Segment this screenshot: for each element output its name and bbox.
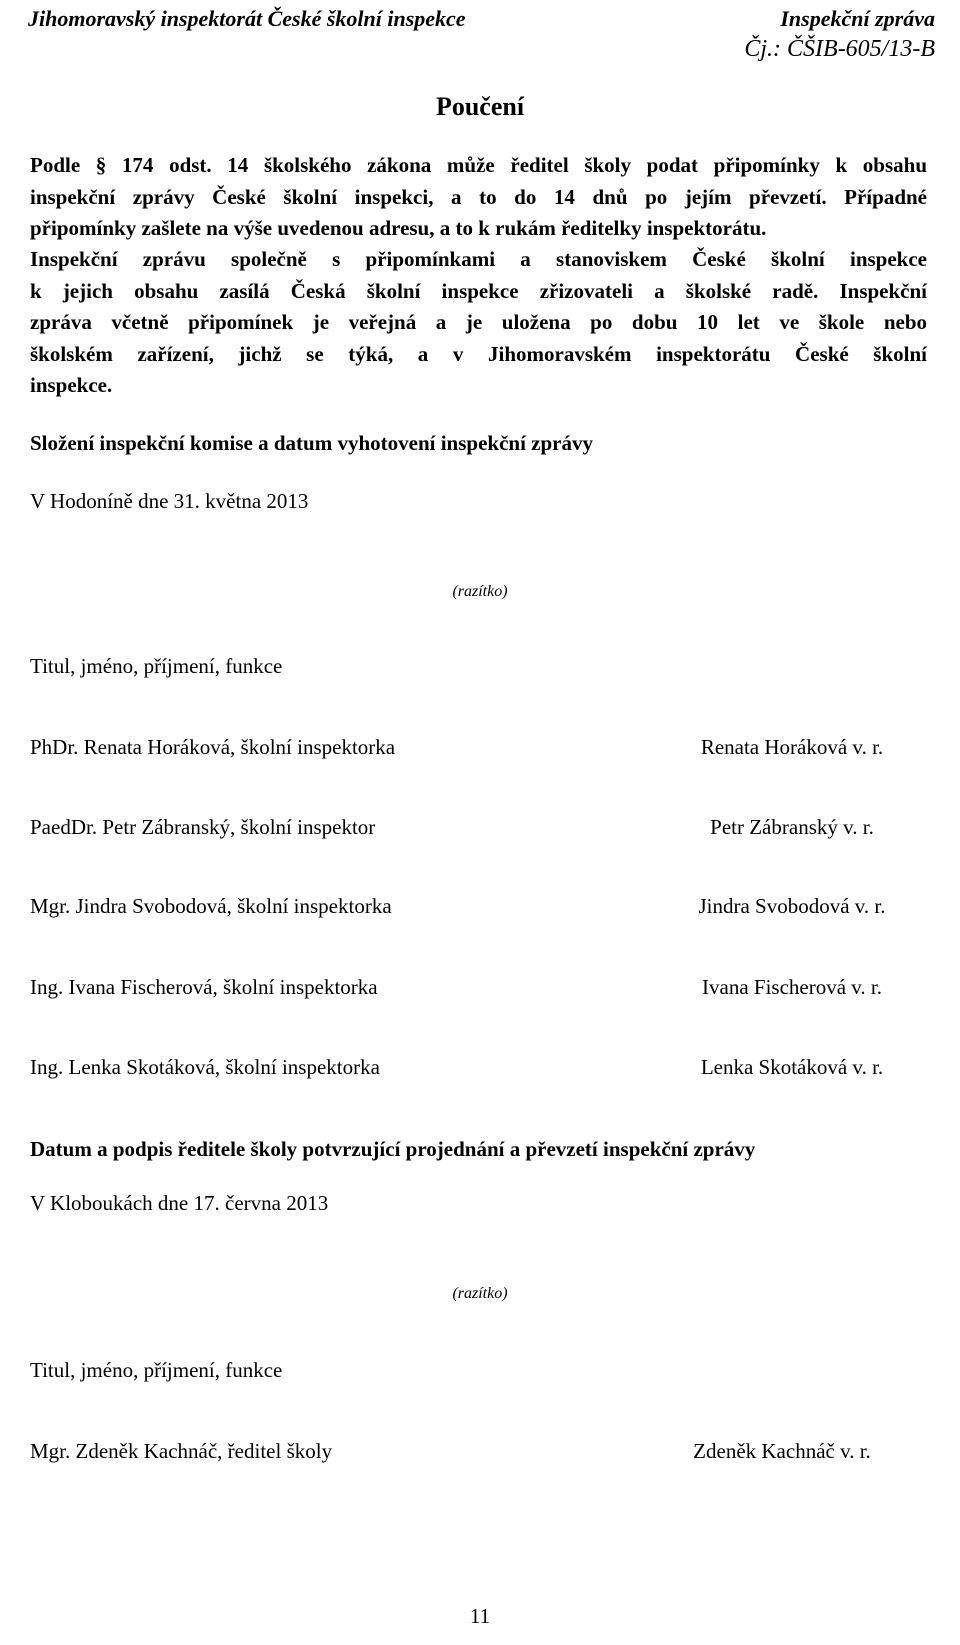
principal-heading: Datum a podpis ředitele školy potvrzující projednání a převzetí inspekční zprávy [30, 1137, 756, 1161]
commission-member-name: Ing. Lenka Skotáková, školní inspektorka [30, 1055, 380, 1079]
principal-column-label: Titul, jméno, příjmení, funkce [30, 1358, 283, 1382]
notice-paragraph-2-line: Inspekční zprávu společně s připomínkami a stanoviskem České školní inspekce [30, 247, 927, 271]
principal-signature: Zdeněk Kachnáč v. r. [693, 1439, 871, 1463]
notice-paragraph-2 [30, 244, 927, 402]
commission-column-label: Titul, jméno, příjmení, funkce [30, 654, 283, 678]
commission-place-date: V Hodoníně dne 31. května 2013 [30, 489, 309, 513]
page-number: 11 [469, 1604, 491, 1628]
notice-paragraph-2-line: k jejich obsahu zasílá Česká školní inspekce zřizovateli a školské radě. Inspekční [30, 278, 927, 303]
principal-name: Mgr. Zdeněk Kachnáč, ředitel školy [30, 1439, 333, 1463]
commission-member-signature: Renata Horáková v. r. [700, 735, 884, 759]
commission-member-name: Ing. Ivana Fischerová, školní inspektorka [30, 975, 378, 999]
commission-member-name: PhDr. Renata Horáková, školní inspektorka [30, 735, 396, 759]
page-title: Poučení [435, 92, 525, 121]
commission-member-signature: Petr Zábranský v. r. [710, 815, 874, 839]
header-document-type: Inspekční zpráva [780, 6, 935, 31]
notice-paragraph-2-line: zpráva včetně připomínek je veřejná a je uložena po dobu 10 let ve škole nebo [30, 310, 927, 334]
notice-paragraph-1 [30, 150, 927, 245]
commission-heading: Složení inspekční komise a datum vyhotovení inspekční zprávy [30, 431, 593, 455]
principal-stamp: (razítko) [452, 1285, 508, 1302]
commission-member-signature: Jindra Svobodová v. r. [698, 894, 886, 918]
notice-paragraph-2-line: školském zařízení, jichž se týká, a v Jihomoravském inspektorátu České školní [30, 341, 927, 366]
header-institution: Jihomoravský inspektorát České školní inspekce [28, 6, 466, 31]
commission-member-name: Mgr. Jindra Svobodová, školní inspektorka [30, 894, 392, 918]
header-reference-number: Čj.: ČŠIB-605/13-B [744, 36, 935, 62]
notice-paragraph-1-line: Podle § 174 odst. 14 školského zákona může ředitel školy podat připomínky k obsahu [30, 153, 927, 177]
commission-member-name: PaedDr. Petr Zábranský, školní inspektor [30, 815, 376, 839]
principal-place-date: V Kloboukách dne 17. června 2013 [30, 1191, 329, 1215]
notice-paragraph-2-line: inspekce. [30, 373, 113, 397]
commission-stamp: (razítko) [452, 583, 508, 600]
commission-member-signature: Ivana Fischerová v. r. [702, 975, 882, 999]
commission-member-signature: Lenka Skotáková v. r. [700, 1055, 884, 1079]
notice-paragraph-1-line: inspekční zprávy České školní inspekci, a to do 14 dnů po jejím převzetí. Případné [30, 184, 927, 209]
notice-paragraph-1-line: připomínky zašlete na výše uvedenou adresu, a to k rukám ředitelky inspektorátu. [30, 216, 767, 240]
